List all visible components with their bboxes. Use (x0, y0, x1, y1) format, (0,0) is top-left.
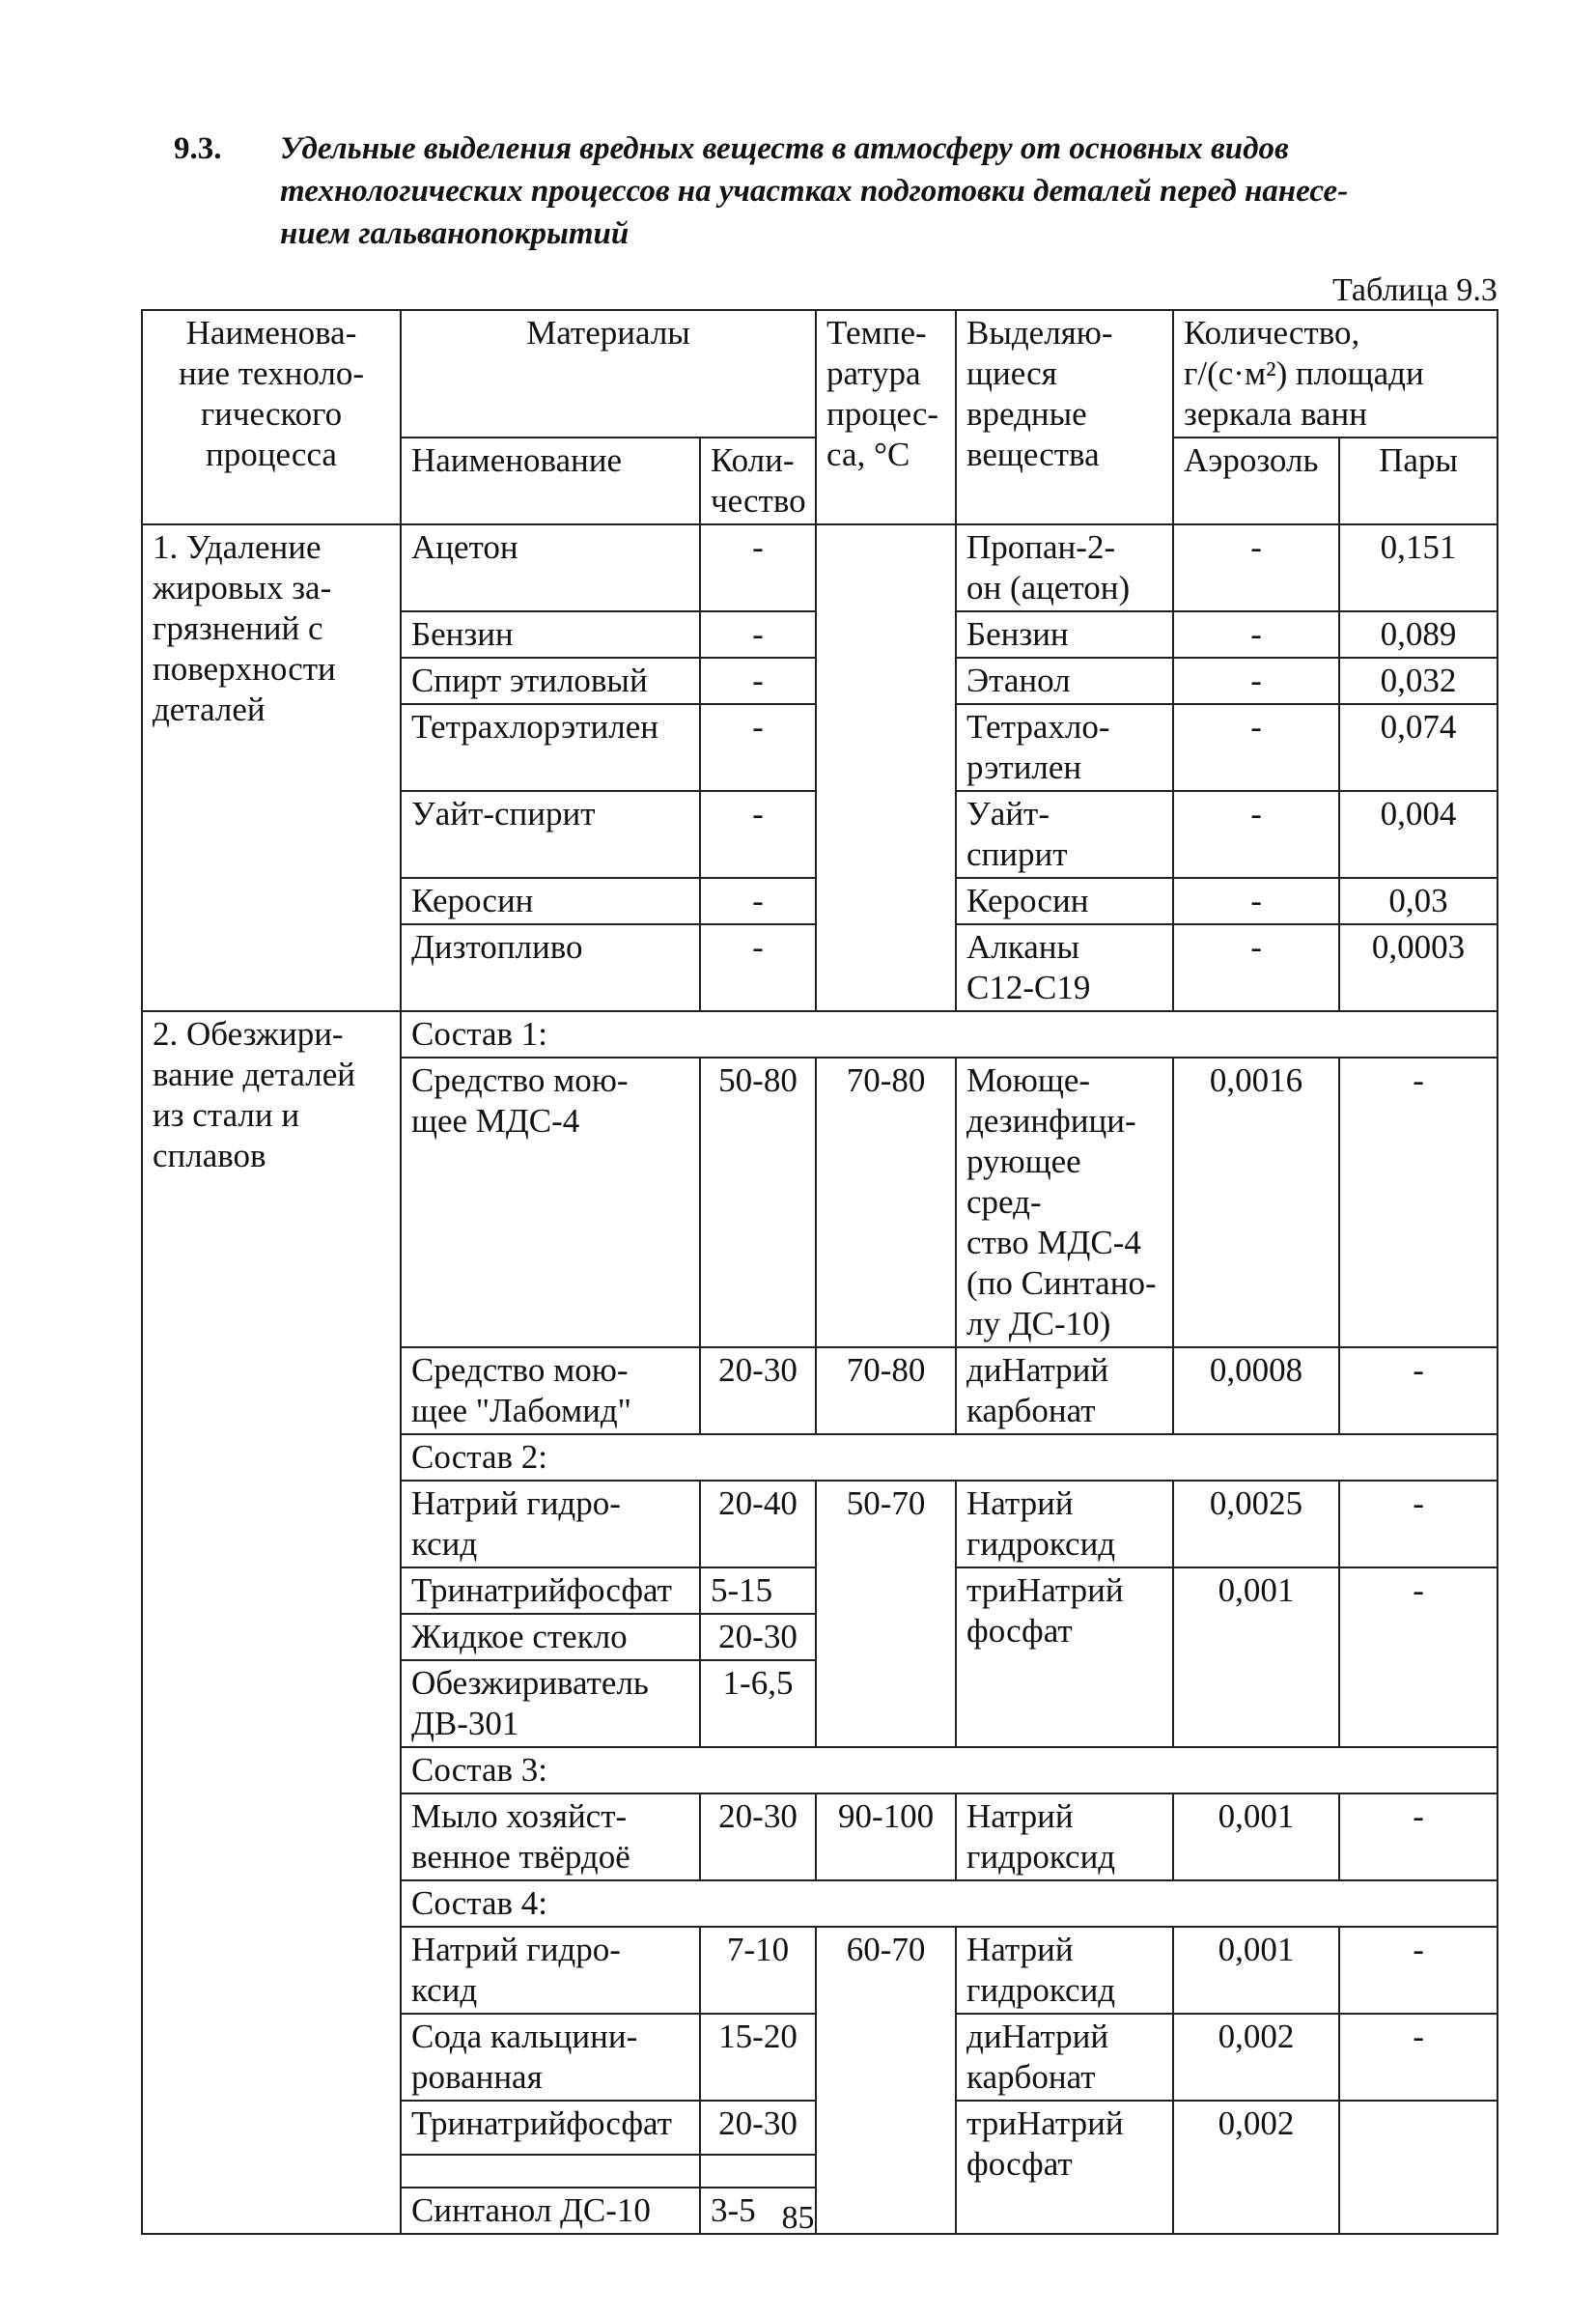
material-qty: 15-20 (700, 2014, 816, 2101)
aerosol-value: 0,002 (1173, 2014, 1339, 2101)
temperature-value: 70-80 (816, 1347, 956, 1434)
substance: Бензин (956, 611, 1173, 658)
material-name: Ацетон (401, 524, 700, 611)
table-row (142, 1011, 1498, 1058)
header-amount: Количество, г/(с·м²) площади зеркала ванн (1173, 310, 1498, 438)
material-name: Спирт этиловый (401, 658, 700, 704)
composition-label: Состав 4: (401, 1880, 1498, 1927)
temperature-value: 70-80 (816, 1058, 956, 1347)
substance: Пропан-2- он (ацетон) (956, 524, 1173, 611)
vapor-value: 0,0003 (1339, 924, 1498, 1011)
material-qty: - (700, 658, 816, 704)
substance: Тетрахло- рэтилен (956, 704, 1173, 791)
aerosol-value: - (1173, 791, 1339, 878)
section-number: 9.3. (174, 131, 222, 166)
aerosol-value: 0,0016 (1173, 1058, 1339, 1347)
material-qty: 20-40 (700, 1481, 816, 1567)
header-temperature: Темпе- ратура процес- са, °С (816, 310, 956, 524)
header-material-name: Наименование (401, 438, 700, 524)
header-row (142, 310, 1498, 438)
composition-label: Состав 3: (401, 1747, 1498, 1793)
material-name: Мыло хозяйст- венное твёрдоё (401, 1793, 700, 1880)
substance: диНатрий карбонат (956, 1347, 1173, 1434)
substance: Натрий гидроксид (956, 1927, 1173, 2014)
material-name: Натрий гидро- ксид (401, 1481, 700, 1567)
material-name: Керосин (401, 878, 700, 924)
material-name: Сода кальцини- рованная (401, 2014, 700, 2101)
material-qty: - (700, 611, 816, 658)
material-qty: - (700, 878, 816, 924)
substance: Уайт- спирит (956, 791, 1173, 878)
material-name: Тринатрийфосфат (401, 2101, 700, 2155)
aerosol-value: - (1173, 924, 1339, 1011)
aerosol-value: 0,002 (1173, 2101, 1339, 2234)
emissions-table (141, 309, 1498, 2235)
header-aerosol: Аэрозоль (1173, 438, 1339, 524)
vapor-value: 0,03 (1339, 878, 1498, 924)
aerosol-value: 0,0025 (1173, 1481, 1339, 1567)
material-qty: 20-30 (700, 1614, 816, 1660)
material-name: Обезжириватель ДВ-301 (401, 1660, 700, 1747)
temperature-value: 60-70 (816, 1927, 956, 2234)
temperature-value: 90-100 (816, 1793, 956, 1880)
heading-line: технологических процессов на участках подготовки деталей перед нанесе- (280, 174, 1349, 209)
aerosol-value: 0,001 (1173, 1567, 1339, 1747)
vapor-value: 0,151 (1339, 524, 1498, 611)
header-material-qty: Коли- чество (700, 438, 816, 524)
material-name: Синтанол ДС-10 (401, 2188, 700, 2234)
page-number: 85 (781, 2200, 815, 2236)
vapor-value: - (1339, 1481, 1498, 1567)
material-spacer (700, 2155, 816, 2188)
aerosol-value: 0,001 (1173, 1793, 1339, 1880)
material-qty: 7-10 (700, 1927, 816, 2014)
material-name: Тетрахлорэтилен (401, 704, 700, 791)
vapor-value: 0,032 (1339, 658, 1498, 704)
heading-line: Удельные выделения вредных веществ в атмосферу от основных видов (280, 131, 1289, 166)
aerosol-value: 0,0008 (1173, 1347, 1339, 1434)
substance: Натрий гидроксид (956, 1481, 1173, 1567)
material-qty: - (700, 704, 816, 791)
material-name: Уайт-спирит (401, 791, 700, 878)
vapor-value: - (1339, 1058, 1498, 1347)
material-qty: - (700, 524, 816, 611)
material-qty: 20-30 (700, 1793, 816, 1880)
aerosol-value: - (1173, 658, 1339, 704)
material-qty: 3-5 (700, 2188, 816, 2234)
header-process: Наименова- ние техноло- гического процесса (142, 310, 401, 524)
substance: Алканы С12-С19 (956, 924, 1173, 1011)
material-name: Средство мою- щее МДС-4 (401, 1058, 700, 1347)
temperature-cell (816, 524, 956, 1011)
vapor-value: - (1339, 1793, 1498, 1880)
material-name: Натрий гидро- ксид (401, 1927, 700, 2014)
vapor-value: - (1339, 2014, 1498, 2101)
material-qty: - (700, 924, 816, 1011)
substance: Моюще- дезинфици- рующее сред- ство МДС-4 (по Синтано- лу ДС-10) (956, 1058, 1173, 1347)
header-vapor: Пары (1339, 438, 1498, 524)
process-cell: 1. Удаление жировых за- грязнений с поверхности деталей (142, 524, 401, 1011)
vapor-value: - (1339, 1927, 1498, 2014)
header-substances: Выделяю- щиеся вредные вещества (956, 310, 1173, 524)
substance: Керосин (956, 878, 1173, 924)
material-name: Бензин (401, 611, 700, 658)
substance: Натрий гидроксид (956, 1793, 1173, 1880)
substance: Этанол (956, 658, 1173, 704)
composition-label: Состав 1: (401, 1011, 1498, 1058)
substance: диНатрий карбонат (956, 2014, 1173, 2101)
material-qty: - (700, 791, 816, 878)
material-qty: 1-6,5 (700, 1660, 816, 1747)
section-heading (174, 127, 1526, 255)
temperature-value: 50-70 (816, 1481, 956, 1747)
material-qty: 20-30 (700, 1347, 816, 1434)
vapor-value: - (1339, 1567, 1498, 1747)
material-name: Жидкое стекло (401, 1614, 700, 1660)
aerosol-value: - (1173, 704, 1339, 791)
vapor-value: 0,089 (1339, 611, 1498, 658)
aerosol-value: - (1173, 611, 1339, 658)
table-row (142, 524, 1498, 611)
composition-label: Состав 2: (401, 1434, 1498, 1481)
aerosol-value: - (1173, 524, 1339, 611)
material-qty: 5-15 (700, 1567, 816, 1614)
substance: триНатрий фосфат (956, 2101, 1173, 2234)
material-qty: 20-30 (700, 2101, 816, 2155)
vapor-value: 0,004 (1339, 791, 1498, 878)
vapor-value: 0,074 (1339, 704, 1498, 791)
heading-line: нием гальванопокрытий (280, 216, 630, 251)
material-qty: 50-80 (700, 1058, 816, 1347)
aerosol-value: - (1173, 878, 1339, 924)
aerosol-value: 0,001 (1173, 1927, 1339, 2014)
material-name: Средство мою- щее "Лабомид" (401, 1347, 700, 1434)
substance: триНатрий фосфат (956, 1567, 1173, 1747)
material-spacer (401, 2155, 700, 2188)
material-name: Тринатрийфосфат (401, 1567, 700, 1614)
vapor-value: - (1339, 1347, 1498, 1434)
header-materials: Материалы (401, 310, 816, 438)
material-name: Дизтопливо (401, 924, 700, 1011)
process-cell: 2. Обезжири- вание деталей из стали и сплавов (142, 1011, 401, 2234)
table-label: Таблица 9.3 (1332, 272, 1498, 308)
